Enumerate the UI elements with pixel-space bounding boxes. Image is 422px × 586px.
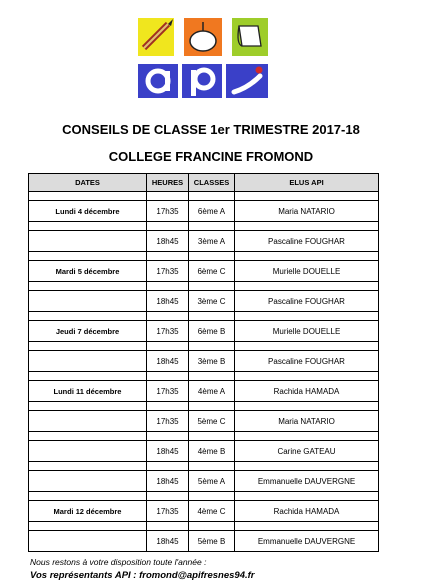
table-spacer-row (29, 342, 379, 351)
cell-classe: 4ème B (189, 441, 235, 462)
table-row (29, 531, 379, 552)
cell-date (29, 291, 147, 312)
page-title: CONSEILS DE CLASSE 1er TRIMESTRE 2017-18 (62, 122, 360, 137)
cell-elu: Pascaline FOUGHAR (235, 291, 379, 312)
cell-date (29, 531, 147, 552)
table-spacer-row (29, 312, 379, 321)
cell-heure: 17h35 (147, 411, 189, 432)
cell-heure: 18h45 (147, 531, 189, 552)
cell-date (29, 351, 147, 372)
cell-classe: 5ème C (189, 411, 235, 432)
cell-classe: 3ème C (189, 291, 235, 312)
table-row (29, 351, 379, 372)
table-row (29, 231, 379, 252)
cell-elu: Maria NATARIO (235, 201, 379, 222)
logo-letter-a (138, 64, 178, 98)
table-row (29, 411, 379, 432)
cell-classe: 5ème A (189, 471, 235, 492)
cell-heure: 18h45 (147, 291, 189, 312)
cell-heure: 18h45 (147, 441, 189, 462)
cell-classe: 4ème C (189, 501, 235, 522)
cell-heure: 17h35 (147, 381, 189, 402)
cell-date: Mardi 5 décembre (29, 261, 147, 282)
cell-heure: 18h45 (147, 351, 189, 372)
cell-classe: 6ème B (189, 321, 235, 342)
table-row (29, 441, 379, 462)
header-elus: ELUS API (235, 174, 379, 192)
cell-date (29, 231, 147, 252)
table-row (29, 261, 379, 282)
cell-classe: 5ème B (189, 531, 235, 552)
table-spacer-row (29, 282, 379, 291)
cell-elu: Pascaline FOUGHAR (235, 231, 379, 252)
cell-date (29, 441, 147, 462)
cell-classe: 3ème A (189, 231, 235, 252)
cell-date: Lundi 4 décembre (29, 201, 147, 222)
table-spacer-row (29, 462, 379, 471)
table-spacer-row (29, 402, 379, 411)
cell-elu: Rachida HAMADA (235, 501, 379, 522)
cell-elu: Pascaline FOUGHAR (235, 351, 379, 372)
cell-heure: 18h45 (147, 231, 189, 252)
footer-note: Nous restons à votre disposition toute l'année : (30, 557, 207, 567)
cell-elu: Murielle DOUELLE (235, 261, 379, 282)
header-classes: CLASSES (189, 174, 235, 192)
table-row (29, 201, 379, 222)
header-heures: HEURES (147, 174, 189, 192)
mouse-pictogram (184, 18, 222, 56)
table-row (29, 291, 379, 312)
cell-classe: 6ème A (189, 201, 235, 222)
footer-contact: Vos représentants API : fromond@apifresnes94.fr (30, 570, 255, 581)
logo-letter-p (182, 64, 222, 98)
table-spacer-row (29, 222, 379, 231)
logo-letter-i (226, 64, 268, 98)
cell-elu: Emmanuelle DAUVERGNE (235, 471, 379, 492)
table-spacer-row (29, 522, 379, 531)
table-row (29, 501, 379, 522)
cell-date: Lundi 11 décembre (29, 381, 147, 402)
pencil-pictogram (138, 18, 174, 56)
cell-heure: 17h35 (147, 321, 189, 342)
cell-elu: Murielle DOUELLE (235, 321, 379, 342)
cell-classe: 3ème B (189, 351, 235, 372)
cell-heure: 17h35 (147, 261, 189, 282)
table-spacer-row (29, 492, 379, 501)
cell-heure: 17h35 (147, 201, 189, 222)
schedule-table (28, 173, 379, 552)
table-row (29, 321, 379, 342)
table-spacer-row (29, 192, 379, 201)
cell-date (29, 411, 147, 432)
cell-date: Mardi 12 décembre (29, 501, 147, 522)
table-spacer-row (29, 432, 379, 441)
table-spacer-row (29, 372, 379, 381)
cell-heure: 18h45 (147, 471, 189, 492)
table-spacer-row (29, 252, 379, 261)
cell-date (29, 471, 147, 492)
cell-elu: Maria NATARIO (235, 411, 379, 432)
table-row (29, 381, 379, 402)
table-row (29, 471, 379, 492)
table-header-row (29, 174, 379, 192)
cell-classe: 4ème A (189, 381, 235, 402)
cell-classe: 6ème C (189, 261, 235, 282)
cell-date: Jeudi 7 décembre (29, 321, 147, 342)
header-dates: DATES (29, 174, 147, 192)
cell-elu: Rachida HAMADA (235, 381, 379, 402)
api-logo (136, 14, 270, 100)
cell-heure: 17h35 (147, 501, 189, 522)
cell-elu: Emmanuelle DAUVERGNE (235, 531, 379, 552)
page-subtitle: COLLEGE FRANCINE FROMOND (108, 149, 314, 164)
scroll-pictogram (232, 18, 268, 56)
cell-elu: Carine GATEAU (235, 441, 379, 462)
